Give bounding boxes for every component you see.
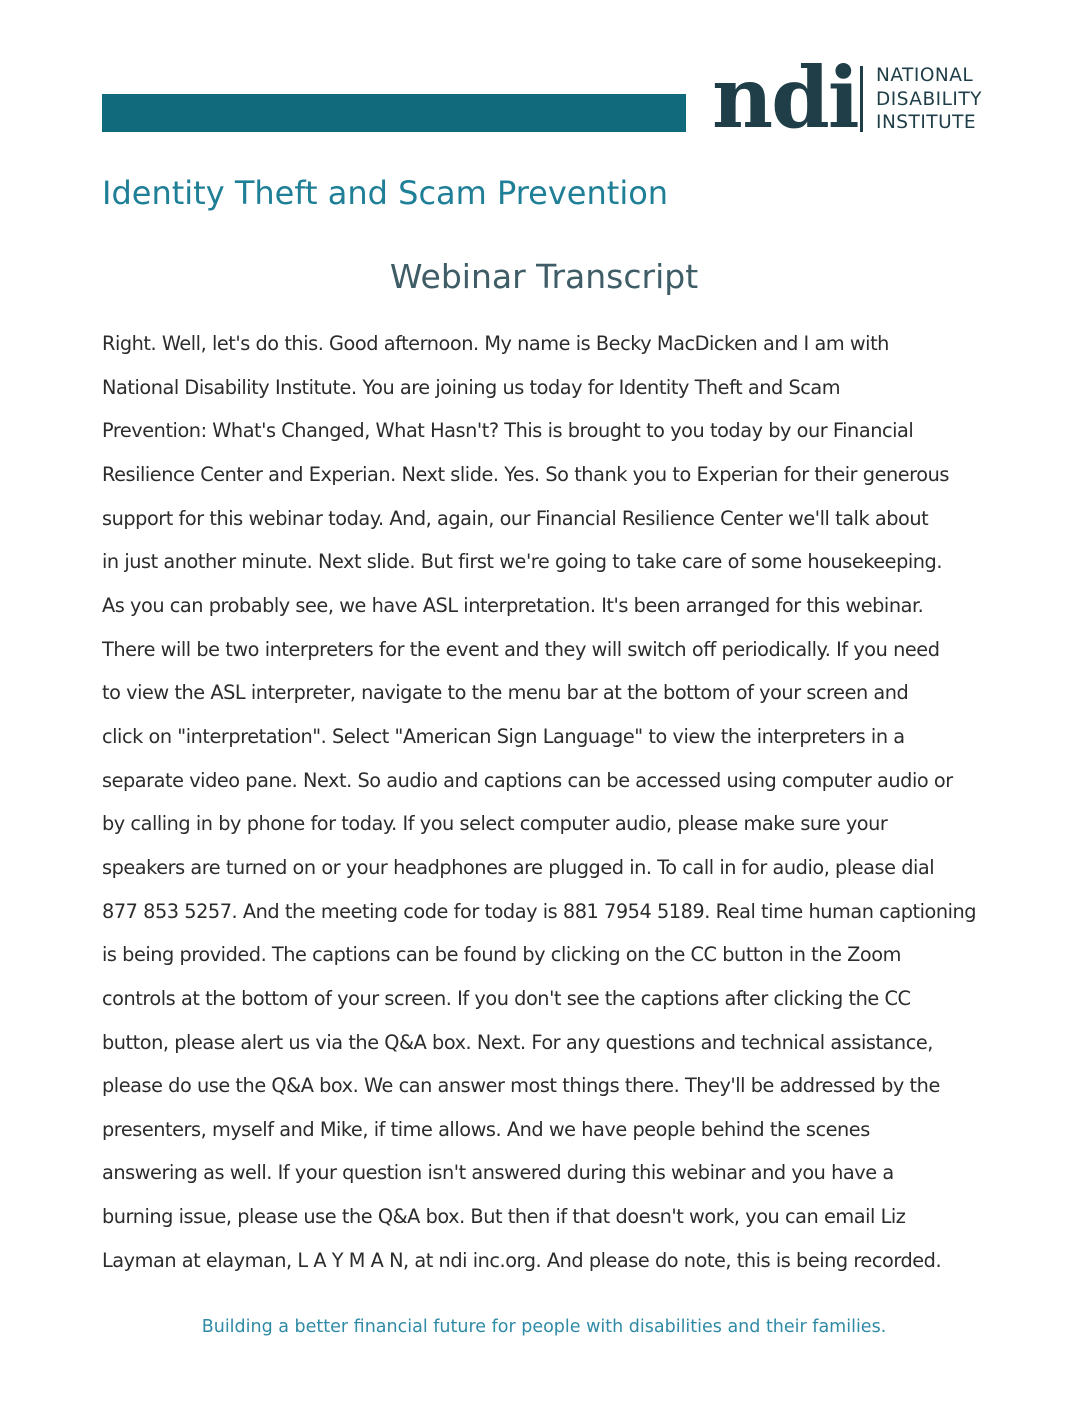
document-subtitle: Webinar Transcript [389, 257, 699, 296]
transcript-line: presenters, myself and Mike, if time allows. And we have people behind the scenes [102, 1117, 870, 1141]
transcript-line: answering as well. If your question isn't answered during this webinar and you have a [102, 1161, 894, 1185]
logo-mark: ndi [712, 48, 858, 147]
transcript-line: Right. Well, let's do this. Good afternoon. My name is Becky MacDicken and I am with [102, 332, 889, 355]
transcript-line: is being provided. The captions can be found by clicking on the CC button in the Zoom [102, 943, 901, 967]
footer-tagline: Building a better financial future for people with disabilities and their families. [201, 1317, 887, 1337]
logo-line-institute: INSTITUTE [876, 112, 977, 133]
transcript-line: separate video pane. Next. So audio and captions can be accessed using computer audio or [102, 768, 953, 792]
transcript-line: support for this webinar today. And, again, our Financial Resilience Center we'll talk about [102, 506, 929, 530]
transcript-line: As you can probably see, we have ASL interpretation. It's been arranged for this webinar. [102, 593, 924, 617]
transcript-line: Resilience Center and Experian. Next slide. Yes. So thank you to Experian for their generous [102, 462, 949, 486]
transcript-line: button, please alert us via the Q&A box. Next. For any questions and technical assistance, [102, 1030, 933, 1054]
transcript-line: burning issue, please use the Q&A box. But then if that doesn't work, you can email Liz [102, 1205, 906, 1229]
header-bar [102, 94, 686, 132]
logo-divider [860, 66, 863, 132]
logo-wordmark [876, 64, 982, 135]
transcript-line: 877 853 5257. And the meeting code for today is 881 7954 5189. Real time human captioning [102, 899, 977, 923]
transcript-line: Prevention: What's Changed, What Hasn't? This is brought to you today by our Financial [102, 419, 914, 443]
transcript-line: controls at the bottom of your screen. If you don't see the captions after clicking the CC [102, 986, 911, 1010]
transcript-line: There will be two interpreters for the event and they will switch off periodically. If you need [102, 637, 940, 661]
transcript-line: click on "interpretation". Select "American Sign Language" to view the interpreters in a [102, 724, 905, 748]
transcript-line: speakers are turned on or your headphones are plugged in. To call in for audio, please dial [102, 855, 935, 879]
transcript-line: by calling in by phone for today. If you select computer audio, please make sure your [102, 812, 888, 836]
logo-line-national: NATIONAL [876, 65, 974, 86]
transcript-line: National Disability Institute. You are joining us today for Identity Theft and Scam [102, 375, 841, 399]
transcript-line: to view the ASL interpreter, navigate to the menu bar at the bottom of your screen and [102, 681, 909, 705]
transcript-body [102, 322, 992, 1282]
transcript-line: please do use the Q&A box. We can answer most things there. They'll be addressed by the [102, 1074, 940, 1098]
logo-line-disability: DISABILITY [876, 88, 982, 110]
document-title: Identity Theft and Scam Prevention [102, 174, 669, 212]
transcript-line: in just another minute. Next slide. But first we're going to take care of some housekeeping. [102, 550, 943, 574]
transcript-line: Layman at elayman, L A Y M A N, at ndi inc.org. And please do note, this is being recorded. [102, 1248, 942, 1272]
